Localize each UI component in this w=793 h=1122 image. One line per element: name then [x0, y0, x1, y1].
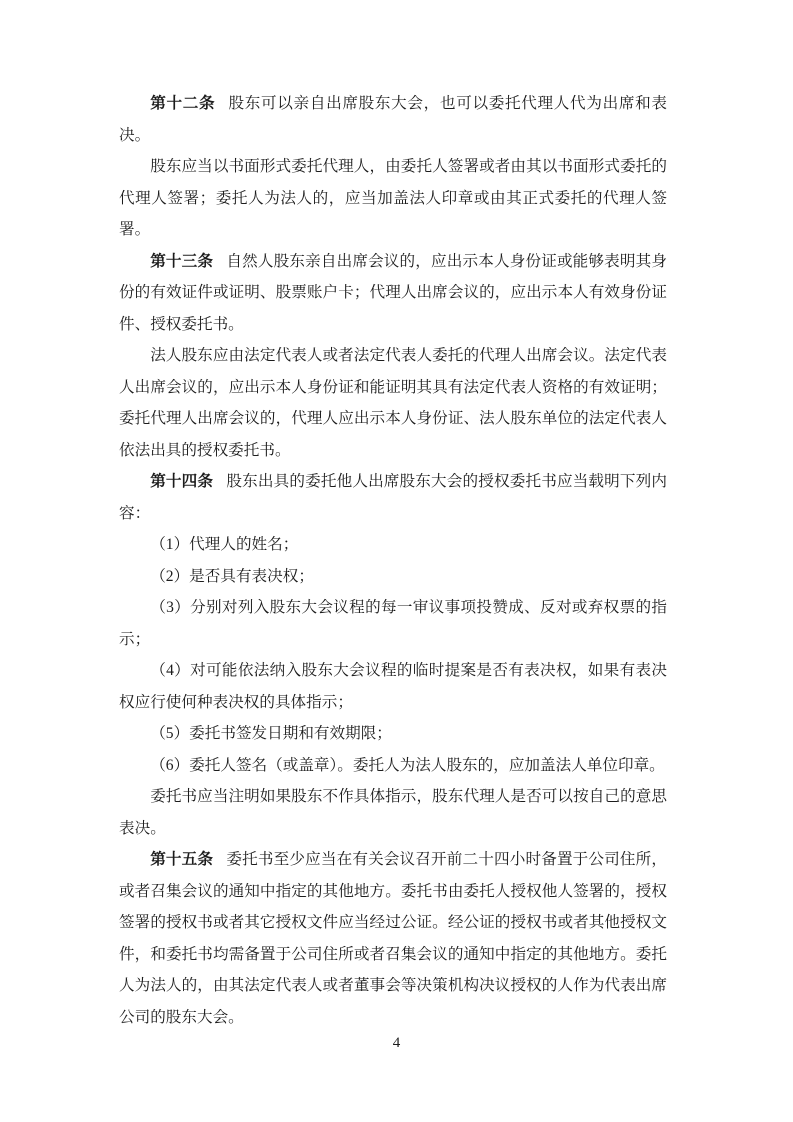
- article-14-list-item-6: [119, 750, 667, 782]
- article-14-label: 第十四条: [150, 473, 214, 490]
- page-number: 4: [392, 1035, 401, 1051]
- page-footer: [0, 1035, 793, 1052]
- article-14-list-item-3: [119, 592, 667, 655]
- article-14-list-item-1: [119, 529, 667, 561]
- list-item-text: （3）分别对列入股东大会议程的每一审议事项投赞成、反对或弃权票的指示；: [119, 599, 667, 648]
- list-item-text: （4）对可能依法纳入股东大会议程的临时提案是否有表决权，如果有表决权应行使何种表决权的具体指示；: [119, 662, 667, 711]
- article-13-paragraph: [119, 246, 667, 341]
- article-14-text: 股东出具的委托他人出席股东大会的授权委托书应当载明下列内容：: [119, 473, 667, 522]
- article-12-label: 第十二条: [150, 95, 216, 112]
- article-14-list-item-4: [119, 655, 667, 718]
- paragraph-text: 股东应当以书面形式委托代理人，由委托人签署或者由其以书面形式委托的代理人签署；委托人为法人的，应当加盖法人印章或由其正式委托的代理人签署。: [119, 158, 667, 238]
- article-12-text: 股东可以亲自出席股东大会，也可以委托代理人代为出席和表决。: [119, 95, 667, 144]
- article-14-closing-paragraph: [119, 781, 667, 844]
- article-13-text: 自然人股东亲自出席会议的，应出示本人身份证或能够表明其身份的有效证件或证明、股票账户卡；代理人出席会议的，应出示本人有效身份证件、授权委托书。: [119, 252, 667, 333]
- article-12-sub-paragraph: [119, 151, 667, 246]
- article-14-paragraph: [119, 466, 667, 529]
- document-body: [119, 88, 667, 1033]
- article-14-list-item-2: [119, 561, 667, 593]
- list-item-text: （2）是否具有表决权；: [150, 567, 314, 585]
- article-15-paragraph: [119, 844, 667, 1033]
- list-item-text: （6）委托人签名（或盖章）。委托人为法人股东的，应加盖法人单位印章。: [150, 756, 665, 774]
- paragraph-text: 法人股东应由法定代表人或者法定代表人委托的代理人出席会议。法定代表人出席会议的，应出示本人身份证和能证明其具有法定代表人资格的有效证明；委托代理人出席会议的，代理人应出示本人身份证、法人股东单位的法定代表人依法出具的授权委托书。: [119, 347, 667, 459]
- article-15-label: 第十五条: [150, 851, 214, 868]
- paragraph-text: 委托书应当注明如果股东不作具体指示，股东代理人是否可以按自己的意思表决。: [119, 788, 667, 837]
- article-13-sub-paragraph: [119, 340, 667, 466]
- article-12-paragraph: [119, 88, 667, 151]
- list-item-text: （5）委托书签发日期和有效期限；: [150, 725, 392, 742]
- list-item-text: （1）代理人的姓名；: [150, 536, 299, 553]
- article-13-label: 第十三条: [150, 252, 214, 270]
- article-15-text: 委托书至少应当在有关会议召开前二十四小时备置于公司住所，或者召集会议的通知中指定的其他地方。委托书由委托人授权他人签署的，授权签署的授权书或者其它授权文件应当经过公证。经公证的授权书或者其他授权文件，和委托书均需备置于公司住所或者召集会议的通知中指定的其他地方。委托人为法人的，由其法定代表人或者董事会等决策机构决议授权的人作为代表出席公司的股东大会。: [119, 851, 667, 1026]
- article-14-list-item-5: [119, 718, 667, 750]
